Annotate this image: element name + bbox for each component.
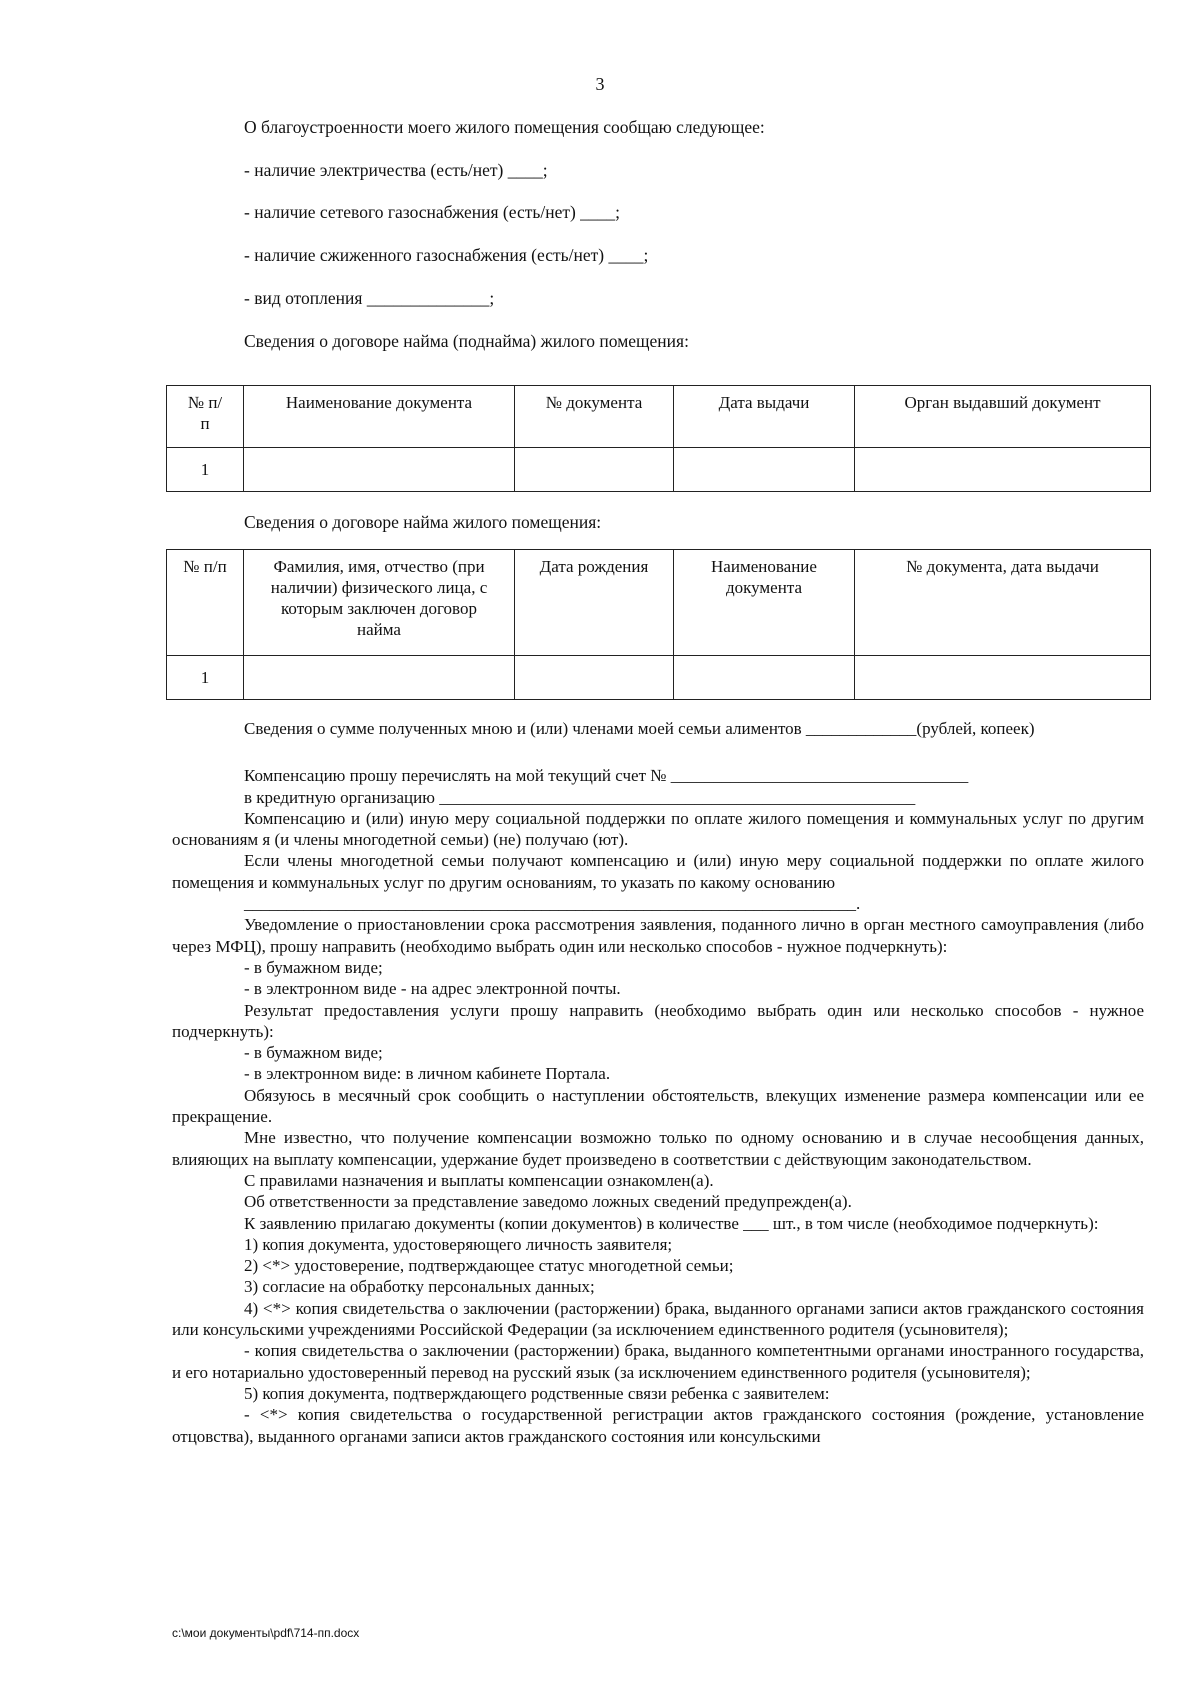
utilities-intro: О благоустроенности моего жилого помещения сообщаю следующее: [244, 117, 765, 137]
obligation-paragraph: Обязуюсь в месячный срок сообщить о наступлении обстоятельств, влекущих изменение размера компенсации или ее прекращение. [172, 1085, 1144, 1127]
electricity-line: - наличие электричества (есть/нет) ____; [244, 160, 548, 180]
document-item: 5) копия документа, подтверждающего родственные связи ребенка с заявителем: [244, 1383, 830, 1403]
lease-table [166, 549, 1151, 700]
notice-email-option: - в электронном виде - на адрес электронной почты. [244, 979, 621, 999]
table-cell: 1 [167, 656, 244, 700]
table-header-row [167, 550, 1151, 656]
column-header: Дата рождения [515, 550, 674, 656]
column-header: Орган выдавший документ [855, 386, 1151, 448]
document-item: - копия свидетельства о заключении (расторжении) брака, выданного компетентными органами иностранного государства, и его нотариально удостоверенный перевод на русский язык (за исключением единственного родителя (усыновителя); [172, 1341, 1144, 1382]
table-cell [515, 656, 674, 700]
table-row [167, 656, 1151, 700]
table-cell [244, 448, 515, 492]
alimony-paragraph: Сведения о сумме полученных мною и (или) членами моей семьи алиментов _____________(рублей, копеек) [244, 719, 1035, 738]
network-gas-line: - наличие сетевого газоснабжения (есть/нет) ____; [244, 202, 621, 222]
document-item: - <*> копия свидетельства о государственной регистрации актов гражданского состояния (рождение, установление отцовства), выданного органами записи актов гражданского состояния или консульскими [172, 1405, 1144, 1446]
lease-title: Сведения о договоре найма жилого помещения: [244, 512, 602, 532]
column-header: № п/п [167, 550, 244, 656]
notice-paper-option: - в бумажном виде; [244, 957, 383, 977]
rules-paragraph: С правилами назначения и выплаты компенсации ознакомлен(а). [244, 1170, 714, 1190]
responsibility-paragraph: Об ответственности за представление заведомо ложных сведений предупрежден(а). [244, 1192, 852, 1212]
column-header: Дата выдачи [674, 386, 855, 448]
table-header-row [167, 386, 1151, 448]
document-item: 4) <*> копия свидетельства о заключении (расторжении) брака, выданного органами записи актов гражданского состояния или консульскими учреждениями Российской Федерации (за исключением единственного родителя (усыновителя); [172, 1298, 1144, 1340]
bank-line: в кредитную организацию ________________________________________________________ [244, 787, 916, 807]
column-header: Наименование документа [244, 386, 515, 448]
statement-body [172, 718, 1144, 1447]
heating-line: - вид отопления ______________; [244, 288, 495, 308]
document-item: 1) копия документа, удостоверяющего личность заявителя; [244, 1234, 673, 1254]
column-header: № документа [515, 386, 674, 448]
family-basis-blank: ________________________________________________________________________. [244, 894, 861, 914]
table-cell [674, 448, 855, 492]
result-portal-option: - в электронном виде: в личном кабинете Портала. [244, 1064, 611, 1084]
result-paragraph: Результат предоставления услуги прошу направить (необходимо выбрать один или несколько способов - нужное подчеркнуть): [172, 1000, 1144, 1041]
account-line: Компенсацию прошу перечислять на мой текущий счет № ___________________________________ [244, 766, 969, 786]
table-cell [855, 448, 1151, 492]
file-path-footer: c:\мои документы\pdf\714-пп.docx [172, 1626, 360, 1640]
table-cell [674, 656, 855, 700]
table-row [167, 448, 1151, 492]
table-cell [855, 656, 1151, 700]
other-basis-paragraph: Компенсацию и (или) иную меру социальной поддержки по оплате жилого помещения и коммунальных услуг по другим основаниям я (и члены многодетной семьи) (не) получаю (ют). [172, 808, 1144, 850]
column-header: № п/п [167, 386, 244, 448]
column-header: Фамилия, имя, отчество (при наличии) физического лица, с которым заключен договор найма [244, 550, 515, 656]
document-item: 2) <*> удостоверение, подтверждающее статус многодетной семьи; [244, 1256, 734, 1276]
column-header: Наименование документа [674, 550, 855, 656]
table-cell [244, 656, 515, 700]
family-basis-paragraph: Если члены многодетной семьи получают компенсацию и (или) иную меру социальной поддержки по оплате жилого помещения и коммунальных услуг по другим основаниям, то указать по какому основанию [172, 851, 1144, 892]
notice-paragraph: Уведомление о приостановлении срока рассмотрения заявления, поданного лично в орган местного самоуправления (либо через МФЦ), прошу направить (необходимо выбрать один или несколько способов - нужное подчеркнуть): [172, 915, 1144, 956]
sublease-table [166, 385, 1151, 492]
table-cell [515, 448, 674, 492]
liquefied-gas-line: - наличие сжиженного газоснабжения (есть/нет) ____; [244, 245, 649, 265]
column-header: № документа, дата выдачи [855, 550, 1151, 656]
page-number: 3 [595, 74, 605, 94]
known-paragraph: Мне известно, что получение компенсации возможно только по одному основанию и в случае несообщения данных, влияющих на выплату компенсации, удержание будет произведено в соответствии с действующим законодательством. [172, 1128, 1144, 1169]
result-paper-option: - в бумажном виде; [244, 1043, 383, 1063]
sublease-title: Сведения о договоре найма (поднайма) жилого помещения: [244, 331, 689, 351]
document-item: 3) согласие на обработку персональных данных; [244, 1277, 595, 1297]
table-cell: 1 [167, 448, 244, 492]
attachments-paragraph: К заявлению прилагаю документы (копии документов) в количестве ___ шт., в том числе (необходимое подчеркнуть): [244, 1213, 1099, 1233]
